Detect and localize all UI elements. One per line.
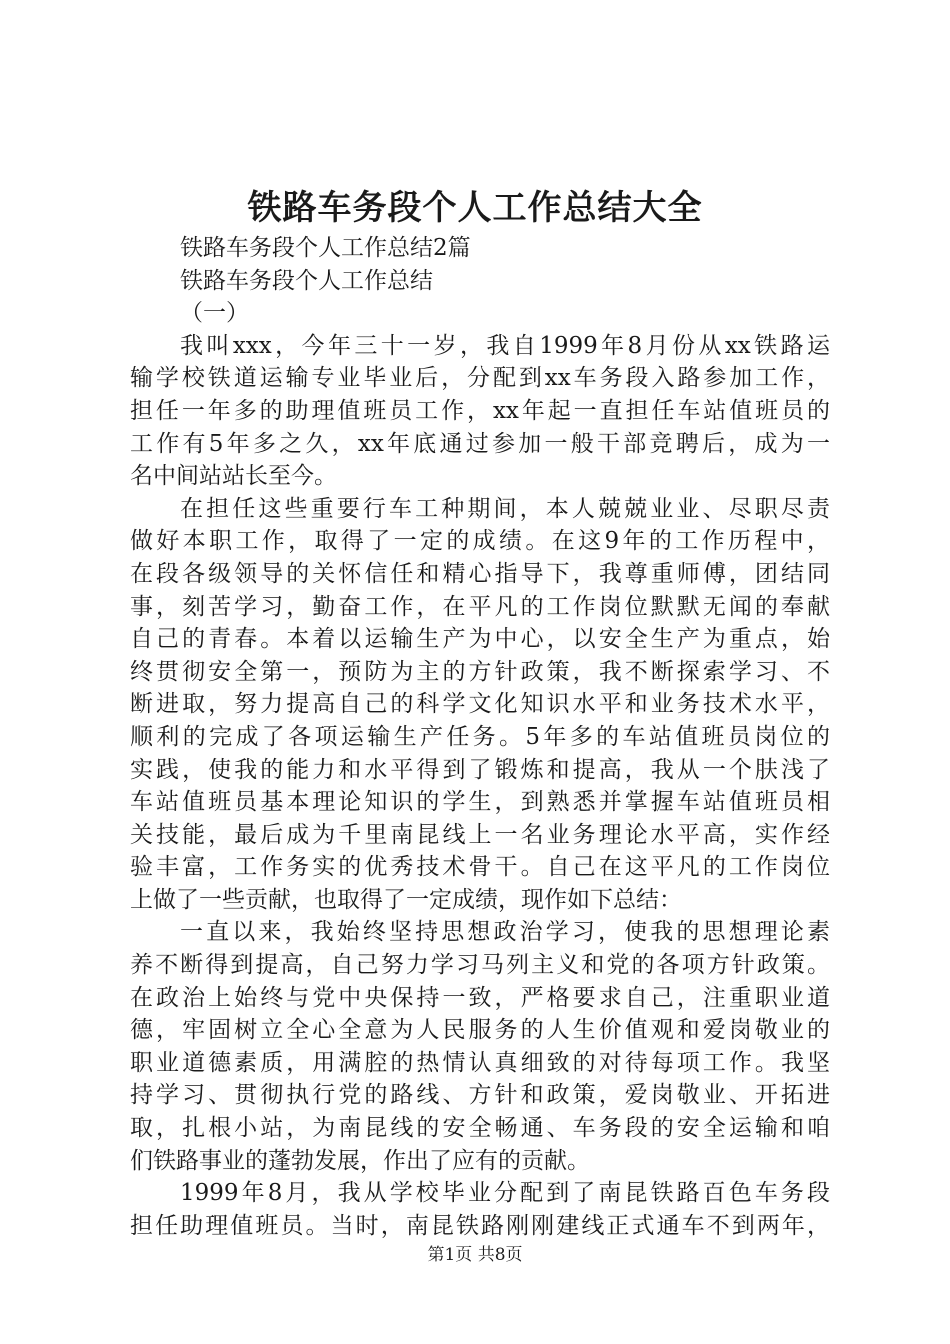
paragraph-line: 一直以来，我始终坚持思想政治学习，使我的思想理论素 — [180, 919, 830, 946]
paragraph-line: 断进取，努力提高自己的科学文化知识水平和业务技术水平， — [130, 691, 830, 718]
paragraph-line: 顺利的完成了各项运输生产任务。5年多的车站值班员岗位的 — [130, 723, 830, 750]
document-body — [130, 232, 830, 1242]
paragraph-line: 担任助理值班员。当时，南昆铁路刚刚建线正式通车不到两年， — [130, 1212, 830, 1239]
paragraph-line: 关技能，最后成为千里南昆线上一名业务理论水平高，实作经 — [130, 821, 830, 848]
subtitle-line: 铁路车务段个人工作总结2篇 — [180, 235, 471, 261]
paragraph-line: 车站值班员基本理论知识的学生，到熟悉并掌握车站值班员相 — [130, 789, 830, 816]
paragraph-line: 职业道德素质，用满腔的热情认真细致的对待每项工作。我坚 — [130, 1049, 830, 1076]
section-marker: （一） — [180, 300, 249, 327]
paragraph-line: 在政治上始终与党中央保持一致，严格要求自己，注重职业道 — [130, 984, 830, 1011]
paragraph-line: 取，扎根小站，为南昆线的安全畅通、车务段的安全运输和咱 — [130, 1115, 830, 1142]
paragraph-line: 名中间站站长至今。 — [130, 463, 337, 490]
subtitle-line: 铁路车务段个人工作总结 — [180, 267, 433, 294]
paragraph-line: 在担任这些重要行车工种期间，本人兢兢业业、尽职尽责 — [180, 495, 830, 522]
paragraph-line: 终贯彻安全第一，预防为主的方针政策，我不断探索学习、不 — [130, 658, 830, 685]
paragraph-line: 实践，使我的能力和水平得到了锻炼和提高，我从一个肤浅了 — [130, 756, 830, 783]
paragraph-line: 1999年8月，我从学校毕业分配到了南昆铁路百色车务段 — [180, 1180, 830, 1207]
paragraph-line: 上做了一些贡献，也取得了一定成绩，现作如下总结： — [130, 886, 682, 913]
paragraph-line: 们铁路事业的蓬勃发展，作出了应有的贡献。 — [130, 1147, 590, 1174]
paragraph-line: 自己的青春。本着以运输生产为中心，以安全生产为重点，始 — [130, 626, 830, 653]
paragraph-line: 持学习、贯彻执行党的路线、方针和政策，爱岗敬业、开拓进 — [130, 1082, 830, 1109]
paragraph-line: 做好本职工作，取得了一定的成绩。在这9年的工作历程中， — [130, 528, 830, 555]
paragraph-line: 工作有5年多之久，xx年底通过参加一般干部竞聘后，成为一 — [130, 430, 830, 457]
document-title: 铁路车务段个人工作总结大全 — [247, 188, 703, 228]
paragraph-line: 养不断得到提高，自己努力学习马列主义和党的各项方针政策。 — [130, 952, 830, 979]
paragraph-line: 在段各级领导的关怀信任和精心指导下，我尊重师傅，团结同 — [130, 560, 830, 587]
paragraph-line: 德，牢固树立全心全意为人民服务的人生价值观和爱岗敬业的 — [130, 1017, 830, 1044]
page-footer: 第1页 共8页 — [427, 1245, 523, 1265]
paragraph-line: 输学校铁道运输专业毕业后，分配到xx车务段入路参加工作， — [130, 365, 830, 392]
paragraph-line: 我叫xxx，今年三十一岁，我自1999年8月份从xx铁路运 — [180, 332, 830, 359]
paragraph-line: 担任一年多的助理值班员工作，xx年起一直担任车站值班员的 — [130, 397, 830, 424]
paragraph-line: 验丰富，工作务实的优秀技术骨干。自己在这平凡的工作岗位 — [130, 854, 830, 881]
paragraph-line: 事，刻苦学习，勤奋工作，在平凡的工作岗位默默无闻的奉献 — [130, 593, 830, 620]
